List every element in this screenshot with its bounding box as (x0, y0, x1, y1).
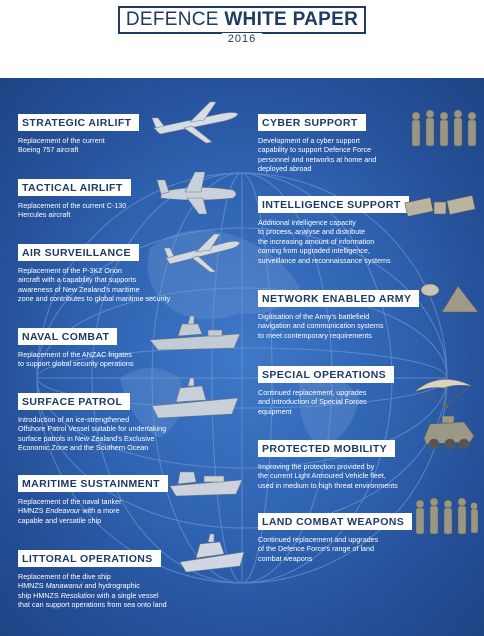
page-title (126, 9, 358, 31)
item-title: TACTICAL AIRLIFT (18, 179, 131, 196)
item-title: SPECIAL OPERATIONS (258, 366, 394, 383)
littoral-ship-icon (178, 532, 248, 576)
item-littoral-operations (18, 549, 167, 610)
item-desc: Development of a cyber support capability to support Defence Force personnel and networks at home and deployed abroad (258, 136, 377, 174)
item-intelligence-support (258, 195, 409, 265)
item-surface-patrol (18, 392, 166, 453)
item-desc: Introduction of an ice-strengthened Offshore Patrol Vessel suitable for undertaking surface patrols in New Zealand's Exclusive Economic Zone and the Southern Ocean (18, 415, 167, 453)
infantry-squad-icon (410, 496, 480, 540)
item-title: STRATEGIC AIRLIFT (18, 114, 139, 131)
item-title: PROTECTED MOBILITY (258, 440, 395, 457)
desc-part: Replacement of the naval tanker HMNZS (18, 497, 122, 516)
ship-name: Manawanui (45, 581, 83, 591)
year-row (0, 29, 484, 47)
item-title: CYBER SUPPORT (258, 114, 366, 131)
item-cyber-support (258, 113, 376, 174)
item-desc: Improving the protection provided by the current Light Armoured Vehicle fleet, used in medium to high threat environments (258, 462, 398, 490)
item-desc: Replacement of the P-3K2 Orion aircraft with a capability that supports awareness of New Zealand's maritime zone and contributes to global maritime security (18, 266, 171, 304)
item-maritime-sustainment (18, 474, 168, 525)
transport-aircraft-icon (155, 168, 241, 218)
item-desc: Replacement of the ANZAC frigates to support global security operations (18, 350, 134, 369)
title-bold: WHITE PAPER (224, 9, 359, 30)
patrol-aircraft-icon (162, 228, 242, 276)
item-desc: Replacement of the current C-130 Hercules aircraft (18, 201, 127, 220)
ship-name: Resolution (60, 590, 95, 600)
satellite-dish-tent-icon (418, 276, 480, 318)
item-desc: Additional intelligence capacity to process, analyse and distribute the increasing amount of information coming from upgraded intelligence, surveillance and reconnaissance systems (258, 218, 391, 265)
item-naval-combat (18, 327, 133, 369)
item-desc: Digitisation of the Army's battlefield navigation and communication systems to meet contemporary requirements (258, 312, 384, 340)
title-light: DEFENCE (125, 9, 225, 30)
frigate-icon (148, 314, 244, 354)
item-title: NETWORK ENABLED ARMY (258, 290, 419, 307)
item-land-combat-weapons (258, 512, 412, 563)
item-title: LITTORAL OPERATIONS (18, 550, 161, 567)
armoured-vehicle-icon (420, 414, 478, 452)
desc-part: and hydrographic ship HMNZS (18, 581, 140, 600)
tanker-ship-icon (168, 462, 246, 502)
patrol-vessel-icon (150, 378, 242, 422)
item-title: MARITIME SUSTAINMENT (18, 475, 168, 492)
item-desc: Continued replacement and upgrades of the Defence Force's range of land combat weapons (258, 535, 379, 563)
item-title: NAVAL COMBAT (18, 328, 117, 345)
item-title: SURFACE PATROL (18, 393, 130, 410)
item-desc: Continued replacement, upgrades and introduction of Special Forces equipment (258, 388, 367, 416)
item-air-surveillance (18, 243, 170, 304)
item-title: AIR SURVEILLANCE (18, 244, 139, 261)
desc-part: Replacement of the dive ship HMNZS (18, 572, 111, 591)
header (0, 0, 484, 78)
satellite-icon (404, 190, 478, 230)
item-desc-maritime (18, 497, 168, 525)
jet-airliner-icon (150, 98, 242, 148)
item-desc-littoral (18, 572, 167, 610)
desc-part: with a more capable and versatile ship (18, 506, 120, 525)
item-desc: Replacement of the current Boeing 757 aircraft (18, 136, 105, 155)
item-title: LAND COMBAT WEAPONS (258, 513, 412, 530)
year-label: 2016 (222, 33, 262, 45)
ship-name: Endeavour (45, 506, 81, 516)
soldiers-group-icon (408, 108, 480, 154)
parachute-icon (410, 370, 476, 410)
item-network-enabled-army (258, 289, 419, 340)
item-strategic-airlift (18, 113, 139, 155)
item-special-operations (258, 365, 394, 416)
item-protected-mobility (258, 439, 398, 490)
item-title: INTELLIGENCE SUPPORT (258, 196, 409, 213)
infographic-panel (0, 78, 484, 636)
desc-part: with a single vessel that can support operations from sea onto land (18, 590, 167, 610)
item-tactical-airlift (18, 178, 131, 220)
